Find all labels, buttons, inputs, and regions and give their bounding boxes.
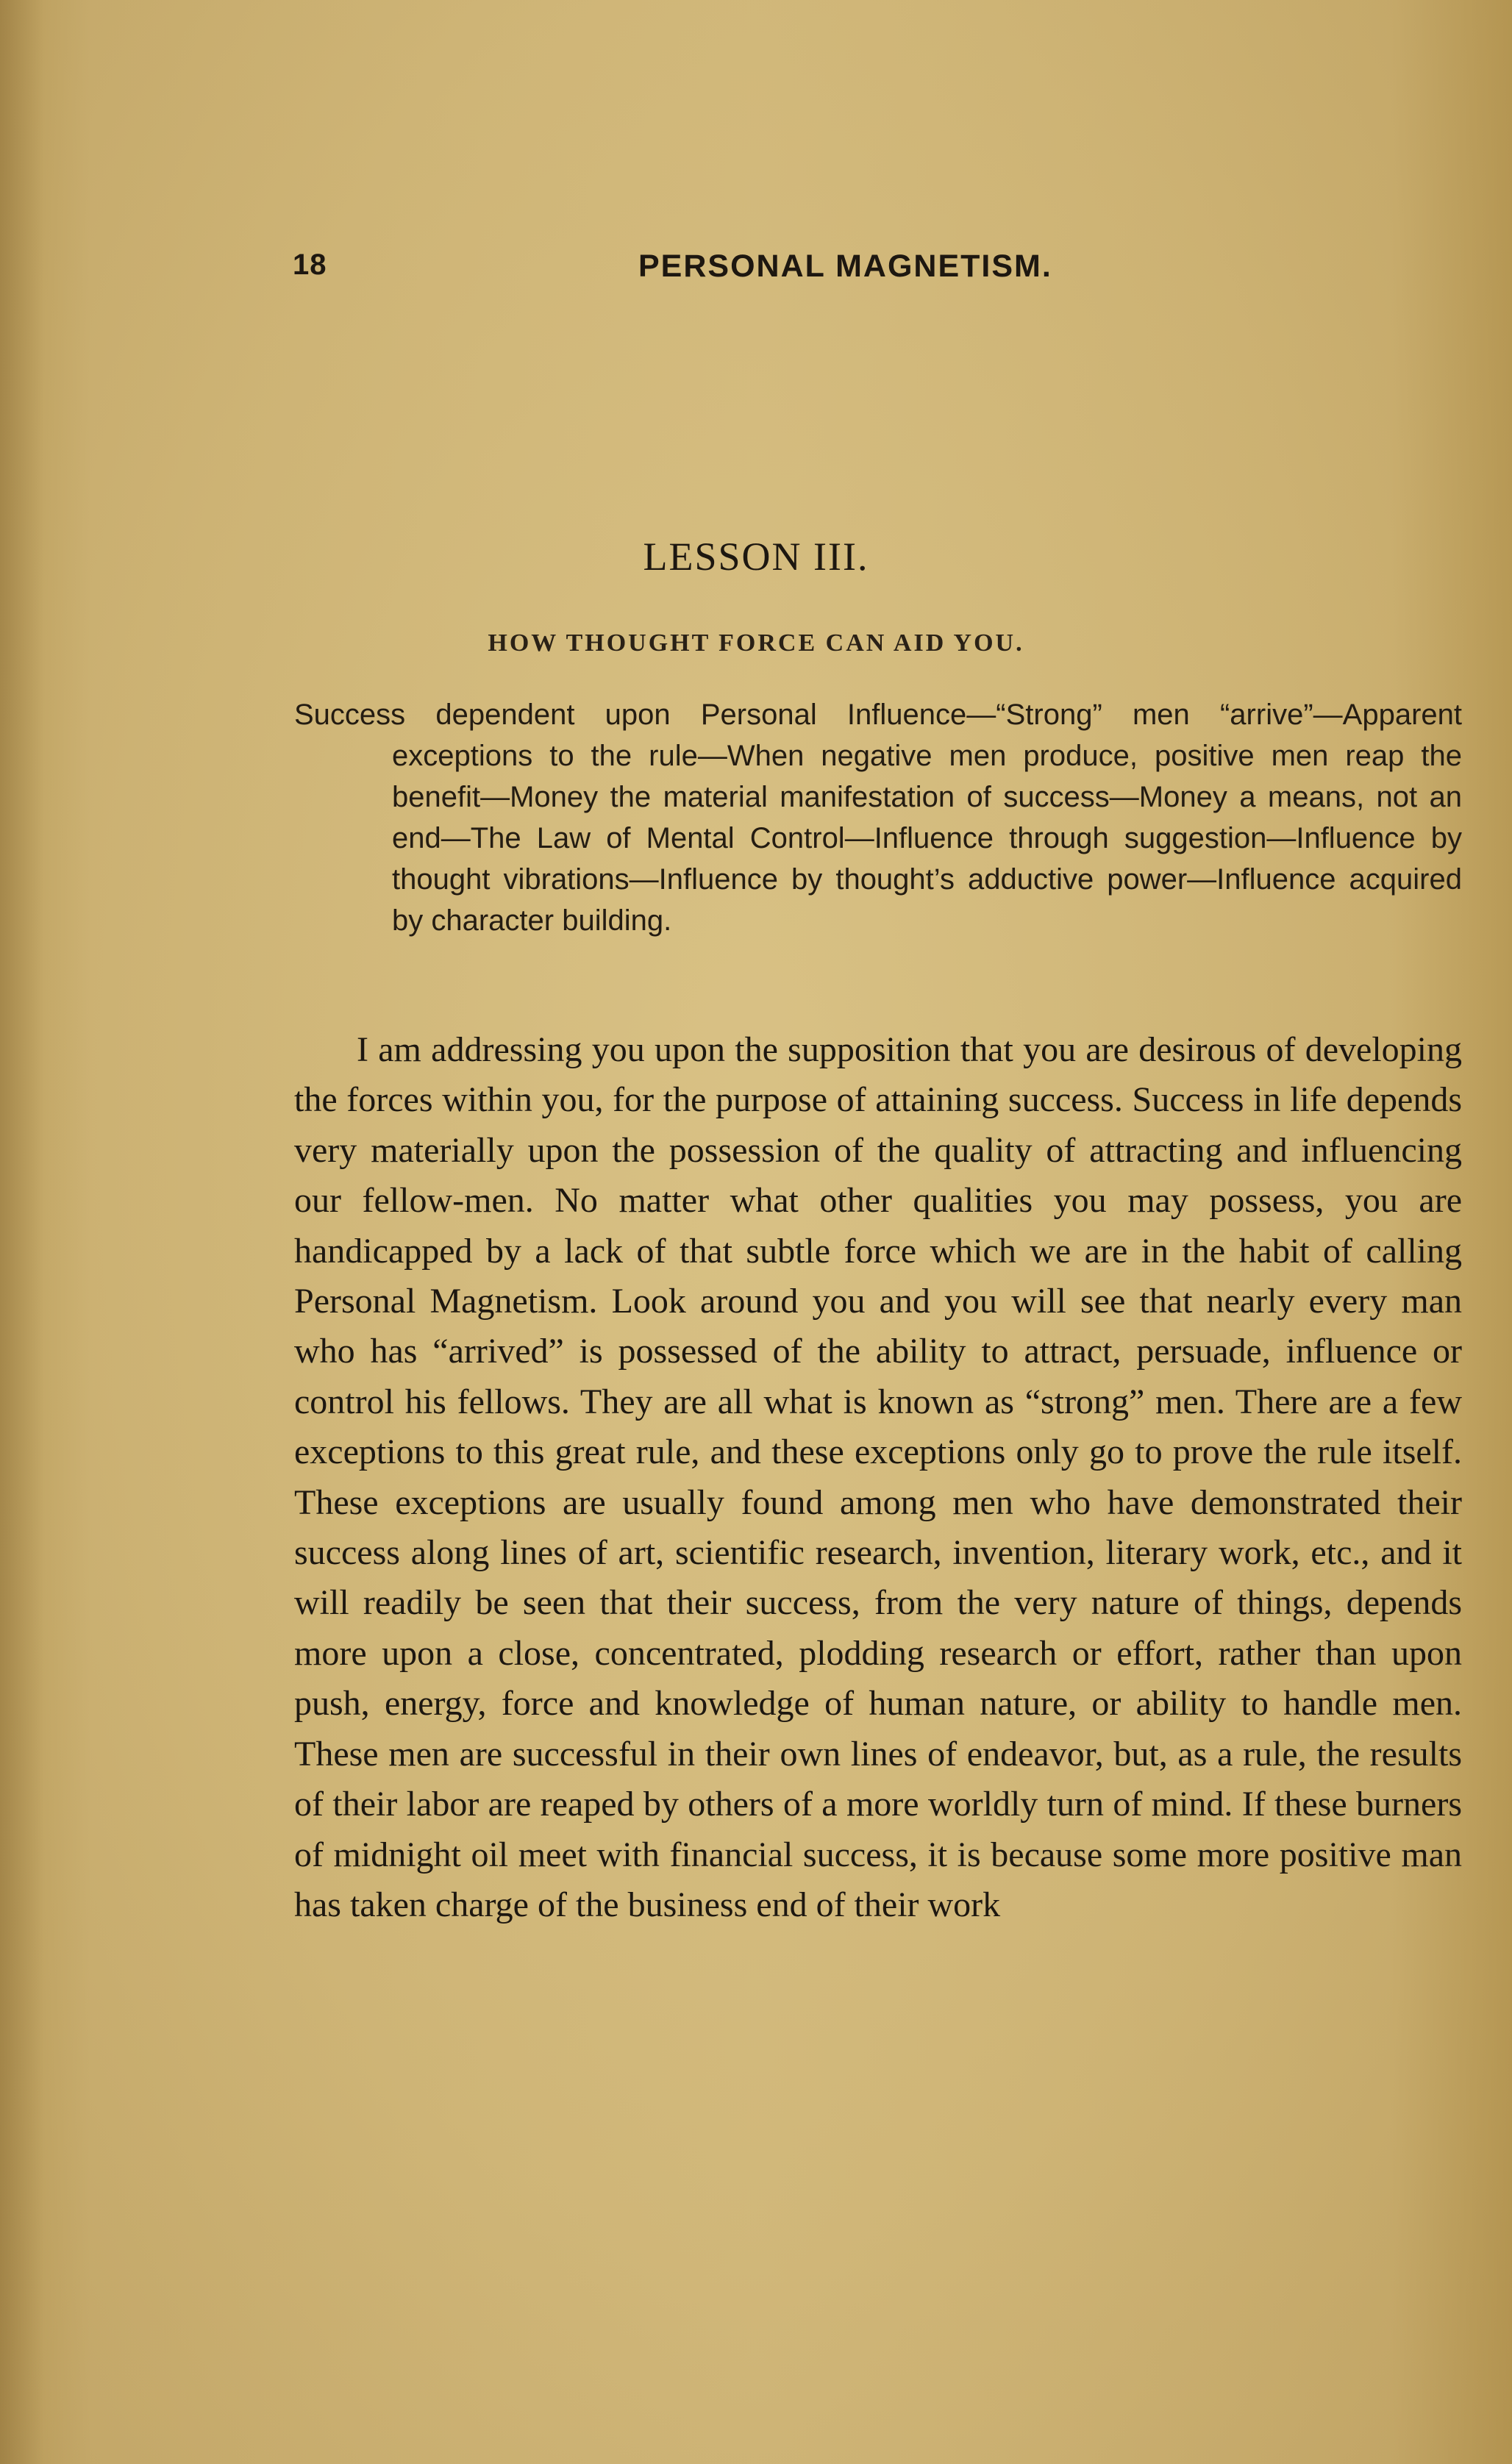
page-number: 18: [293, 249, 327, 281]
page-header: [0, 249, 1512, 293]
running-head: PERSONAL MAGNETISM.: [638, 249, 1052, 284]
page-gutter-shadow: [0, 0, 44, 2464]
lesson-title: LESSON III.: [643, 535, 869, 579]
lesson-synopsis: Success dependent upon Personal Influence—“Strong” men “arrive”—Apparent exceptions to the rule—When negative men produce, positive men reap the benefit—Money the material manifestation of success—Money a means, not an end—The Law of Mental Control—Influence through suggestion—Influence by thought vibrations—Influence by thought’s adductive power—Influence acquired by character building.: [294, 699, 1462, 937]
body-paragraph: I am addressing you upon the supposition that you are desirous of developing the forces within you, for the purpose of attaining success. Success in life depends very materially upon the possession of the quality of attracting and influencing our fellow-men. No matter what other qualities you may possess, you are handicapped by a lack of that subtle force which we are in the habit of calling Personal Magnetism. Look around you and you will see that nearly every man who has “arrived” is possessed of the ability to attract, persuade, influence or control his fellows. They are all what is known as “strong” men. There are a few exceptions to this great rule, and these exceptions only go to prove the rule itself. These exceptions are usually found among men who have demonstrated their success along lines of art, scientific research, invention, literary work, etc., and it will readily be seen that their success, from the very nature of things, depends more upon a close, concentrated, plodding research or effort, rather than upon push, energy, force and knowledge of human nature, or ability to handle men. These men are successful in their own lines of endeavor, but, as a rule, the results of their labor are reaped by others of a more worldly turn of mind. If these burners of midnight oil meet with financial success, it is because some more positive man has taken charge of the business end of their work: [294, 1030, 1462, 1924]
lesson-subtitle: HOW THOUGHT FORCE CAN AID YOU.: [488, 629, 1024, 657]
